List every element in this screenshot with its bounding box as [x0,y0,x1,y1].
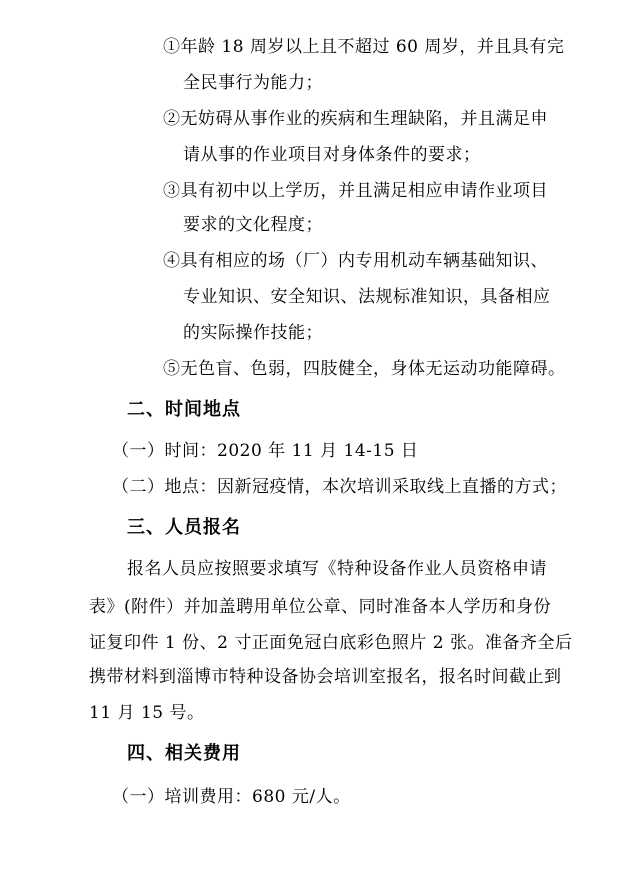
requirement-3-line-1: ③具有初中以上学历，并且满足相应申请作业项目 [163,181,548,201]
section-4-fee: （一）培训费用：680 元/人。 [112,787,351,807]
section-2-heading: 二、时间地点 [127,399,241,420]
paragraph-line: 11 月 15 号。 [89,703,205,723]
requirement-4-line-3: 的实际操作技能； [183,323,323,343]
requirement-1-line-2: 全民事行为能力； [183,73,323,93]
section-2-time: （一）时间：2020 年 11 月 14-15 日 [112,441,419,461]
requirement-4-line-1: ④具有相应的场（厂）内专用机动车辆基础知识、 [163,251,548,271]
requirement-1-line-1: ①年龄 18 周岁以上且不超过 60 周岁，并且具有完 [163,37,565,57]
paragraph-line: 报名人员应按照要求填写《特种设备作业人员资格申请 [127,559,547,579]
requirement-2-line-1: ②无妨碍从事作业的疾病和生理缺陷，并且满足申 [163,109,548,129]
requirement-4-line-2: 专业知识、安全知识、法规标准知识，具备相应 [183,287,551,307]
paragraph-line: 证复印件 1 份、2 寸正面免冠白底彩色照片 2 张。准备齐全后 [89,633,573,653]
requirement-2-line-2: 请从事的作业项目对身体条件的要求； [183,145,481,165]
paragraph-line: 携带材料到淄博市特种设备协会培训室报名，报名时间截止到 [89,667,562,687]
requirement-5-line-1: ⑤无色盲、色弱，四肢健全，身体无运动功能障碍。 [163,359,566,379]
section-2-place: （二）地点：因新冠疫情，本次培训采取线上直播的方式； [112,477,567,497]
section-3-heading: 三、人员报名 [127,517,241,538]
section-4-heading: 四、相关费用 [127,743,241,764]
paragraph-line: 表》(附件）并加盖聘用单位公章、同时准备本人学历和身份 [89,597,552,617]
requirement-3-line-2: 要求的文化程度； [183,215,323,235]
